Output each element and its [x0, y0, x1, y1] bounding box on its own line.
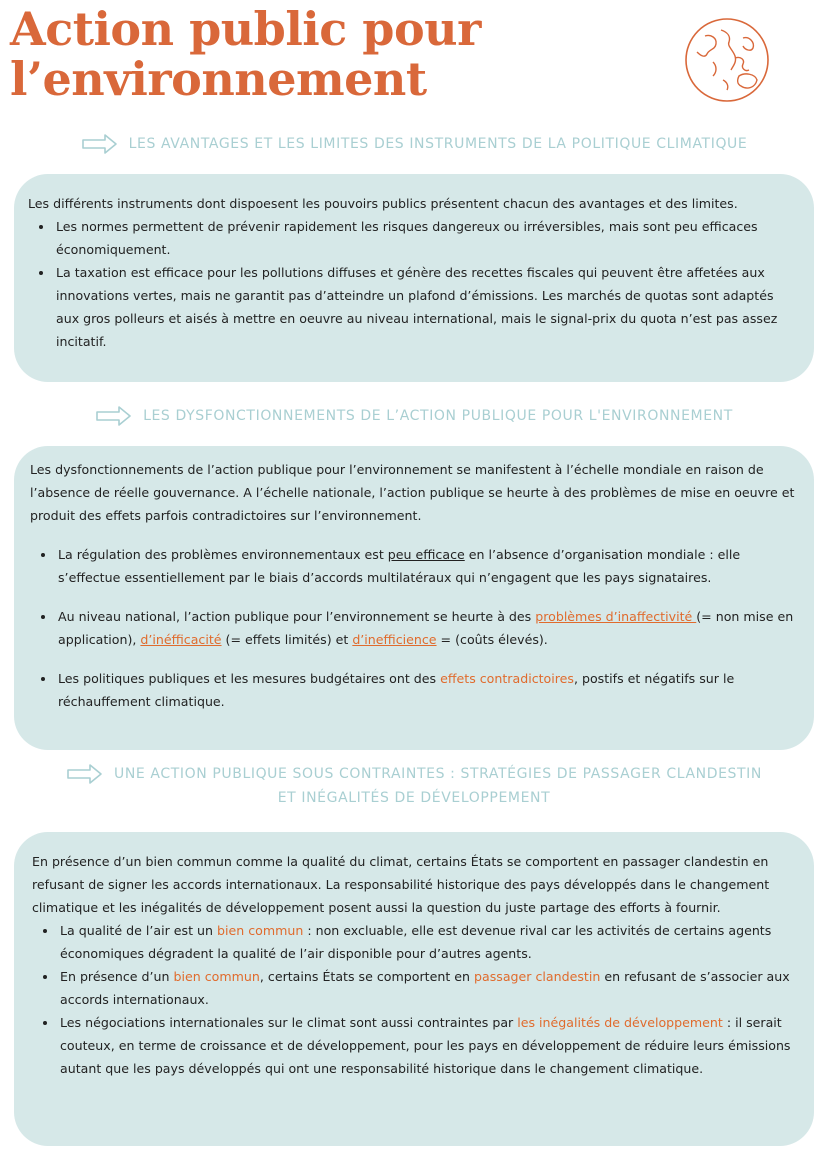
section-3-heading [0, 762, 828, 810]
highlight: passager clandestin [474, 969, 601, 984]
list-item: • Les normes permettent de prévenir rapidement les risques dangereux ou irréversibles, mais sont peu efficaces économiquement. [54, 215, 796, 261]
list-item: • La taxation est efficace pour les pollutions diffuses et génère des recettes fiscales qui peuvent être affetées aux innovations vertes, mais ne garantit pas d’atteindre un plafond d’émissions. Les marchés de quotas sont adaptés aux gros polleurs et aisés à mettre en oeuvre au niveau international, mais le signal-prix du quota n’est pas assez incitatif. [54, 261, 796, 353]
section-3-heading-line2: ET INÉGALITÉS DE DÉVELOPPEMENT [277, 790, 551, 806]
list-item: • La régulation des problèmes environnementaux est peu efficace en l’absence d’organisation mondiale : elle s’effectue essentiellement par le biais d’accords multilatéraux qui n’engagent que les pays signataires. [56, 543, 796, 589]
section-1-intro: Les différents instruments dont dispoesent les pouvoirs publics présentent chacun des avantages et des limites. [28, 196, 738, 211]
arrow-right-icon [81, 133, 119, 155]
list-item: • Au niveau national, l’action publique pour l’environnement se heurte à des problèmes d’inaffectivité (= non mise en application), d’inéfficacité (= effets limités) et d’inefficience = (coûts élevés). [56, 605, 796, 651]
list-item: • En présence d’un bien commun, certains États se comportent en passager clandestin en refusant de s’associer aux accords internationaux. [58, 965, 796, 1011]
highlight: d’inefficience [352, 632, 437, 647]
section-3-list [32, 919, 796, 1080]
list-item: • Les politiques publiques et les mesures budgétaires ont des effets contradictoires, postifs et négatifs sur le réchauffement climatique. [56, 667, 796, 713]
page-title [10, 4, 481, 104]
globe-icon [683, 16, 771, 104]
section-2-heading-text: LES DYSFONCTIONNEMENTS DE L’ACTION PUBLIQUE POUR L'ENVIRONNEMENT [143, 408, 733, 424]
section-1-heading [0, 132, 828, 156]
section-2-list [30, 543, 796, 589]
highlight: bien commun [216, 923, 304, 938]
section-2-panel [14, 446, 814, 750]
page-title-line1: Action public pour [10, 2, 481, 56]
highlight: effets contradictoires [440, 671, 574, 686]
section-3-heading-line1: UNE ACTION PUBLIQUE SOUS CONTRAINTES : STRATÉGIES DE PASSAGER CLANDESTIN [114, 766, 762, 782]
arrow-right-icon [66, 763, 104, 785]
section-3-panel [14, 832, 814, 1146]
section-1-panel [14, 174, 814, 382]
highlight: bien commun [173, 969, 260, 984]
page-title-line2: l’environnement [10, 52, 427, 106]
highlight: peu efficace [387, 547, 465, 562]
section-3-intro: En présence d’un bien commun comme la qualité du climat, certains États se comportent en passager clandestin en refusant de signer les accords internationaux. La responsabilité historique des pays développés dans le changement climatique et les inégalités de développement posent aussi la question du juste partage des efforts à fournir. [32, 854, 770, 915]
highlight: les inégalités de développement [517, 1015, 723, 1030]
section-2-heading [0, 404, 828, 428]
section-1-list [28, 215, 796, 353]
list-item: • La qualité de l’air est un bien commun : non excluable, elle est devenue rival car les activités de certains agents économiques dégradent la qualité de l’air disponible pour d’autres agents. [58, 919, 796, 965]
section-1-heading-text: LES AVANTAGES ET LES LIMITES DES INSTRUMENTS DE LA POLITIQUE CLIMATIQUE [128, 136, 748, 152]
highlight: problèmes d’inaffectivité [535, 609, 697, 624]
list-item: • Les négociations internationales sur le climat sont aussi contraintes par les inégalités de développement : il serait couteux, en terme de croissance et de développement, pour les pays en développement de réduire leurs émissions autant que les pays développés qui ont une responsabilité historique dans le changement climatique. [58, 1011, 796, 1080]
section-2-intro: Les dysfonctionnements de l’action publique pour l’environnement se manifestent à l’échelle mondiale en raison de l’absence de réelle gouvernance. A l’échelle nationale, l’action publique se heurte à des problèmes de mise en oeuvre et produit des effets parfois contradictoires sur l’environnement. [30, 462, 795, 523]
highlight: d’inéfficacité [140, 632, 222, 647]
arrow-right-icon [95, 405, 133, 427]
